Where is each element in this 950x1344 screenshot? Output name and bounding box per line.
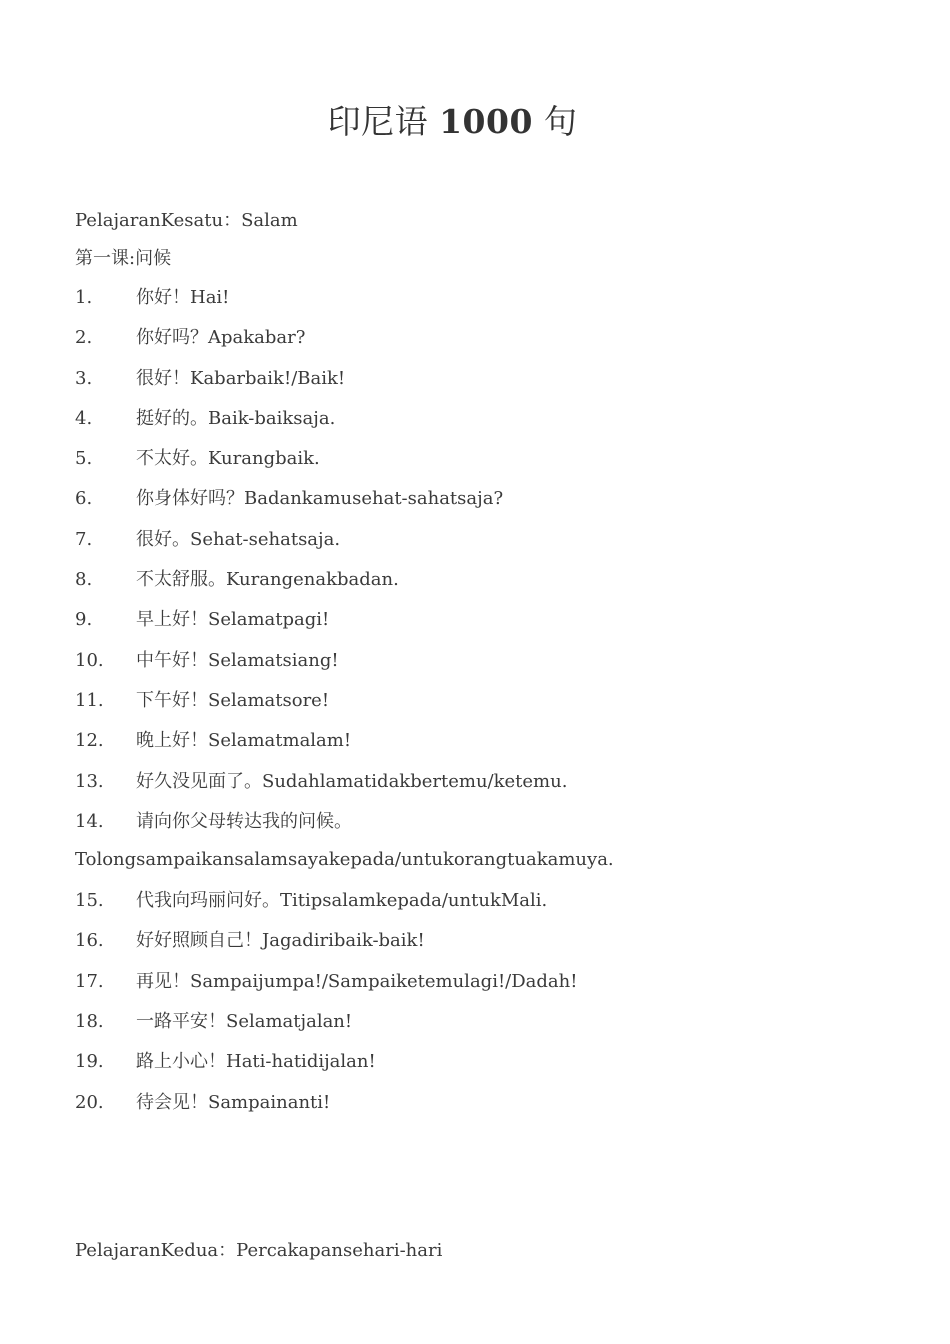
list-item xyxy=(75,608,875,632)
document-title xyxy=(0,96,905,143)
item-number: 4. xyxy=(75,407,93,429)
item-text: 早上好！Selamatpagi! xyxy=(136,609,330,631)
item-number: 5. xyxy=(75,448,93,470)
item-text: 你身体好吗？Badankamusehat-sahatsaja? xyxy=(136,488,504,510)
item-number: 20. xyxy=(75,1091,104,1113)
list-item xyxy=(75,889,875,913)
item-number: 12. xyxy=(75,730,104,752)
title-prefix: 印尼语 xyxy=(327,102,429,141)
list-item xyxy=(75,1091,875,1115)
list-item xyxy=(75,1050,875,1074)
item-number: 8. xyxy=(75,569,93,591)
phrase-list xyxy=(75,286,875,1131)
item-number: 19. xyxy=(75,1051,104,1073)
item-text: 挺好的。Baik-baiksaja. xyxy=(136,407,336,429)
item-number: 2. xyxy=(75,327,93,349)
item-number: 1. xyxy=(75,287,93,308)
item-text: 路上小心！Hati-hatidijalan! xyxy=(136,1051,376,1073)
item-number: 3. xyxy=(75,367,93,389)
item-text: 你好吗？Apakabar? xyxy=(136,327,306,349)
item-number: 16. xyxy=(75,930,104,952)
list-item xyxy=(75,1010,875,1034)
list-item xyxy=(75,367,875,391)
item-number: 6. xyxy=(75,488,93,510)
item-number: 15. xyxy=(75,890,104,912)
item-number: 13. xyxy=(75,770,104,792)
list-item xyxy=(75,770,875,794)
list-item xyxy=(75,803,875,880)
item-number: 14. xyxy=(75,810,104,832)
item-text: 你好！Hai! xyxy=(136,287,230,308)
list-item xyxy=(75,326,875,350)
lesson1-heading-chinese: 第一课:问候 xyxy=(75,248,172,269)
lesson1-heading-indonesian: PelajaranKesatu：Salam xyxy=(75,210,298,231)
title-suffix: 句 xyxy=(543,102,578,141)
item-text: 代我向玛丽问好。Titipsalamkepada/untukMali. xyxy=(136,890,548,912)
item-text: 很好。Sehat-sehatsaja. xyxy=(136,528,341,550)
item-number: 7. xyxy=(75,528,93,550)
item-text: 再见！Sampaijumpa!/Sampaiketemulagi!/Dadah! xyxy=(136,970,578,992)
item-text: 好好照顾自己！Jagadiribaik-baik! xyxy=(136,930,425,952)
item-number: 11. xyxy=(75,689,104,711)
item-number: 17. xyxy=(75,970,104,992)
list-item xyxy=(75,447,875,471)
list-item xyxy=(75,729,875,753)
list-item xyxy=(75,970,875,994)
item-text: 很好！Kabarbaik!/Baik! xyxy=(136,367,346,389)
item-text: 好久没见面了。Sudahlamatidakbertemu/ketemu. xyxy=(136,770,568,792)
list-item xyxy=(75,528,875,552)
title-number: 1000 xyxy=(439,102,533,141)
list-item xyxy=(75,568,875,592)
item-number: 9. xyxy=(75,609,93,631)
item-number: 10. xyxy=(75,649,104,671)
item-text: 不太好。Kurangbaik. xyxy=(136,448,320,470)
item-text: 不太舒服。Kurangenakbadan. xyxy=(136,569,399,591)
item-text: 下午好！Selamatsore! xyxy=(136,689,330,711)
list-item xyxy=(75,286,875,310)
list-item xyxy=(75,649,875,673)
list-item xyxy=(75,929,875,953)
item-text: 待会见！Sampainanti! xyxy=(136,1091,331,1113)
list-item xyxy=(75,487,875,511)
item-text: 中午好！Selamatsiang! xyxy=(136,649,339,671)
item-text: 晚上好！Selamatmalam! xyxy=(136,730,352,752)
item-text: 一路平安！Selamatjalan! xyxy=(136,1011,353,1033)
list-item xyxy=(75,689,875,713)
lesson2-heading-indonesian: PelajaranKedua：Percakapansehari-hari xyxy=(75,1240,443,1261)
item-text: 请向你父母转达我的问候。Tolongsampaikansalamsayakepada/untukorangtuakamuya. xyxy=(75,810,614,871)
item-number: 18. xyxy=(75,1011,104,1033)
list-item xyxy=(75,407,875,431)
